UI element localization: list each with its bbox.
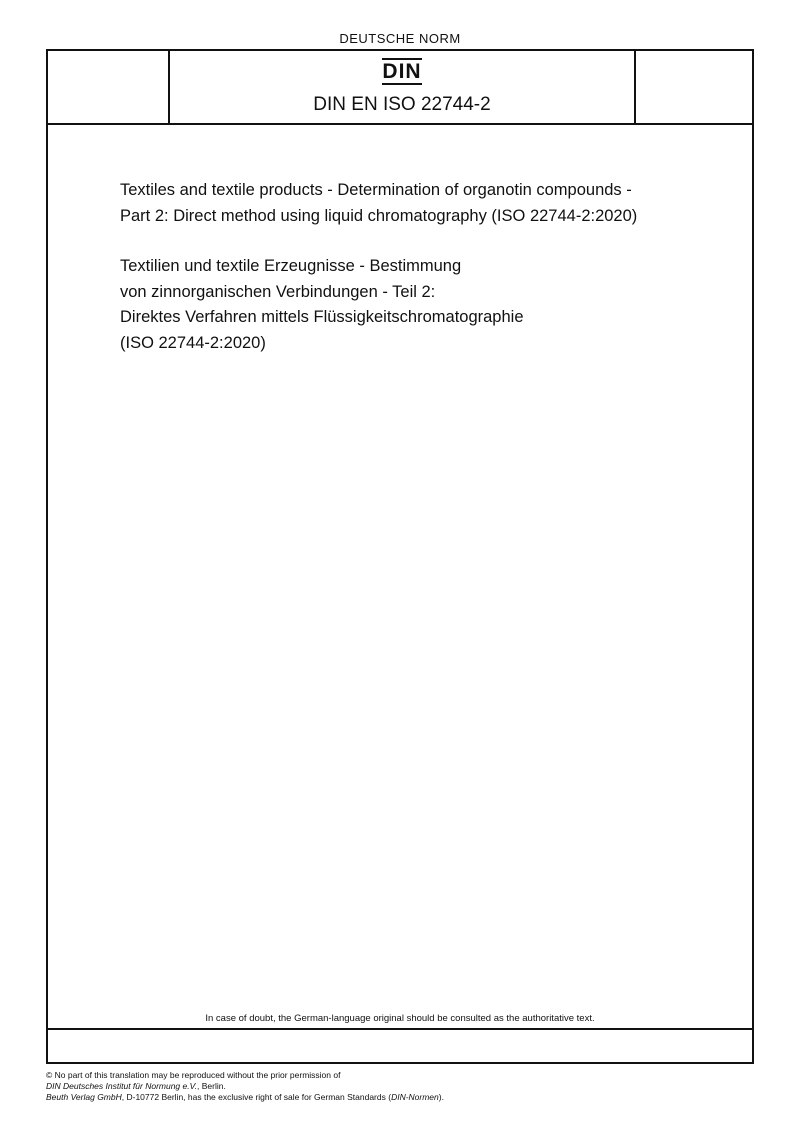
german-title-line-4: (ISO 22744-2:2020) (120, 333, 266, 352)
standard-type-label: DEUTSCHE NORM (339, 31, 461, 46)
footer-divider (48, 1028, 752, 1030)
document-number: DIN EN ISO 22744-2 (313, 94, 491, 115)
copyright-line-3-end: ). (438, 1092, 444, 1102)
header-divider-right (634, 51, 636, 125)
copyright-line-1: © No part of this translation may be reproduced without the prior permission of (46, 1070, 341, 1080)
title-spacer (120, 229, 740, 254)
copyright-notice (46, 1070, 766, 1103)
din-normen-term: DIN-Normen (391, 1092, 439, 1102)
english-title-line-2: Part 2: Direct method using liquid chromatography (ISO 22744-2:2020) (120, 206, 638, 225)
copyright-line-3 (46, 1092, 766, 1103)
german-title-line-2: von zinnorganischen Verbindungen - Teil 2: (120, 282, 436, 301)
document-frame (46, 49, 754, 1064)
header-center-cell (170, 51, 634, 123)
din-logo-text: DIN (382, 60, 422, 83)
authoritative-text-notice: In case of doubt, the German-language original should be consulted as the authoritative text. (205, 1013, 595, 1024)
header-row (48, 51, 752, 125)
copyright-line-2 (46, 1081, 766, 1092)
din-logo (170, 58, 634, 85)
publisher-name: Beuth Verlag GmbH (46, 1092, 122, 1102)
title-block (120, 178, 740, 356)
copyright-line-3-mid: , D-10772 Berlin, has the exclusive right of sale for German Standards ( (121, 1092, 392, 1102)
copyright-line-2-rest: , Berlin. (197, 1081, 226, 1091)
english-title-line-1: Textiles and textile products - Determination of organotin compounds - (120, 181, 632, 199)
german-title-line-3: Direktes Verfahren mittels Flüssigkeitschromatographie (120, 308, 524, 326)
din-institute-name: DIN Deutsches Institut für Normung e.V. (46, 1081, 198, 1091)
german-title-line-1: Textilien und textile Erzeugnisse - Bestimmung (120, 257, 462, 275)
